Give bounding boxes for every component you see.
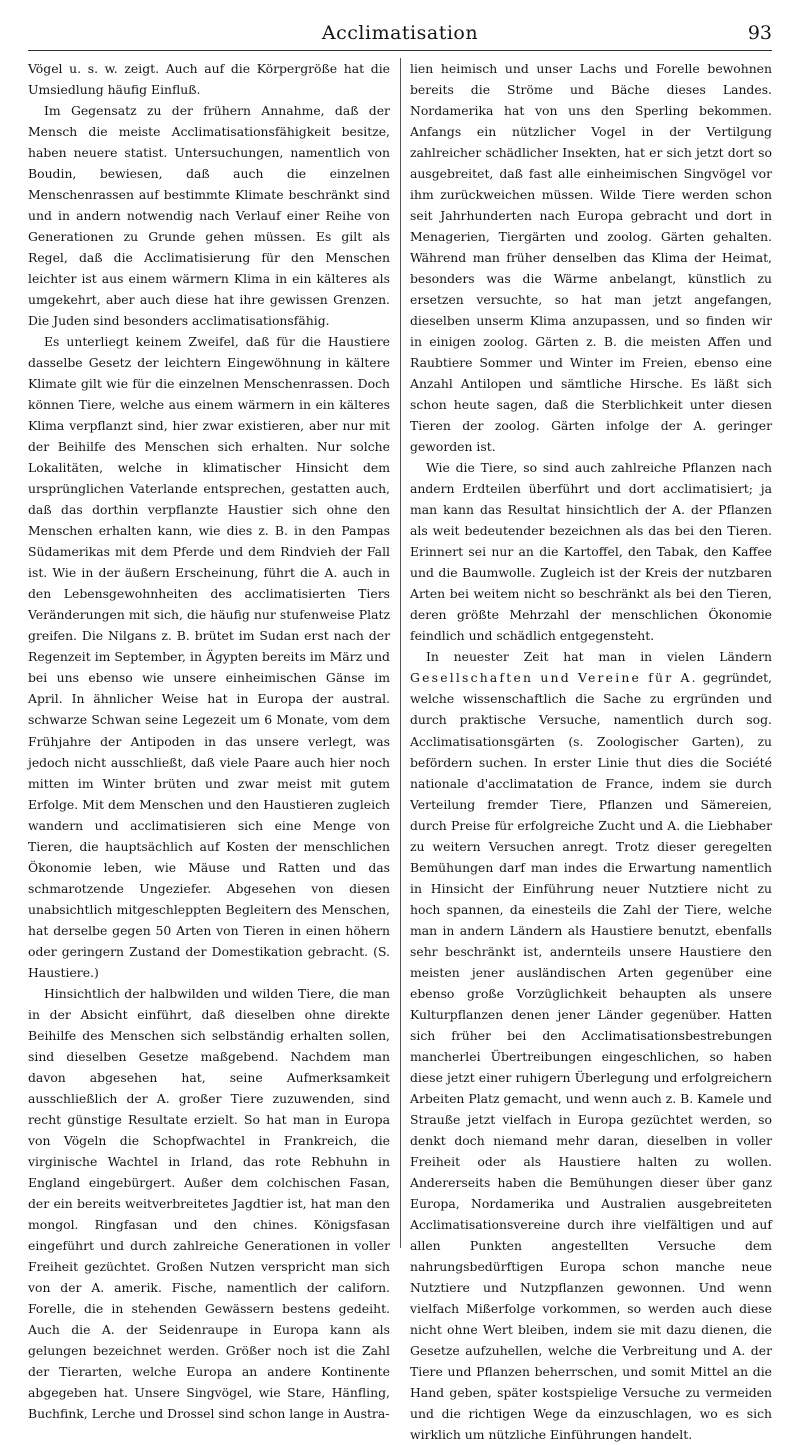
paragraph bbox=[410, 646, 772, 1445]
right-column bbox=[410, 58, 772, 1443]
dictionary-page bbox=[28, 14, 772, 1443]
paragraph: Vögel u. s. w. zeigt. Auch auf die Körpergröße hat die Umsiedlung häufig Einfluß. bbox=[28, 61, 390, 98]
paragraph: Im Gegensatz zu der frühern Annahme, daß der Mensch die meiste Acclimatisationsfähigkeit besitze, haben neuere statist. Untersuchungen, namentlich von Boudin, bewiesen, daß auch die einzelnen Menschenrassen auf bestimmte Klimate beschränkt sind und in andern notwendig nach Verlauf einer Reihe von Generationen zu Grunde gehen müssen. Es gilt als Regel, daß die Acclimatisierung für den Menschen leichter ist aus einem wärmern Klima in ein kälteres als umgekehrt, aber auch diese hat ihre gewissen Grenzen. Die Juden sind besonders acclimatisationsfähig. bbox=[28, 103, 390, 329]
paragraph: lien heimisch und unser Lachs und Forelle bewohnen bereits die Ströme und Bäche dieses Landes. Nordamerika hat von uns den Sperling bekommen. Anfangs ein nützlicher Vogel in der Vertilgung zahlreicher schädlicher Insekten, hat er sich jetzt dort so ausgebreitet, daß fast alle einheimischen Singvögel vor ihm zurückweichen müssen. Wilde Tiere werden schon seit Jahrhunderten nach Europa gebracht und dort in Menagerien, Tiergärten und zoolog. Gärten gehalten. Während man früher denselben das Klima der Heimat, besonders was die Wärme anbelangt, künstlich zu ersetzen versuchte, so hat man jetzt angefangen, dieselben unserm Klima anzupassen, und so finden wir in einigen zoolog. Gärten z. B. die meisten Affen und Raubtiere Sommer und Winter im Freien, ebenso eine Anzahl Antilopen und sämtliche Hirsche. Es läßt sich schon heute sagen, daß die Sterblichkeit unter diesen Tieren der zoolog. Gärten infolge der A. geringer geworden ist. bbox=[410, 61, 772, 455]
page-header bbox=[28, 14, 772, 51]
page-number: 93 bbox=[747, 22, 772, 44]
text-columns bbox=[28, 58, 772, 1443]
paragraph-text: In neuester Zeit hat man in vielen Ländern bbox=[426, 649, 772, 665]
paragraph: Hinsichtlich der halbwilden und wilden Tiere, die man in der Absicht einführt, daß dieselben ohne direkte Beihilfe des Menschen sich selbständig erhalten sollen, sind dieselben Gesetze maßgebend. Nachdem man davon abgesehen hat, seine Aufmerksamkeit ausschließlich der A. großer Tiere zuzuwenden, sind recht günstige Resultate erzielt. So hat man in Europa von Vögeln die Schopfwachtel in Frankreich, die virginische Wachtel in Irland, das rote Rebhuhn in England eingebürgert. Außer dem colchischen Fasan, der ein bereits weitverbreitetes Jagdtier ist, hat man den mongol. Ringfasan und den chines. Königsfasan eingeführt und durch zahlreiche Generationen in voller Freiheit gezüchtet. Großen Nutzen verspricht man sich von der A. amerik. Fische, namentlich der californ. Forelle, die in stehenden Gewässern bestens gedeiht. Auch die A. der Seidenraupe in Europa kann als gelungen bezeichnet werden. Größer noch ist die Zahl der Tierarten, welche Europa an andere Kontinente abgegeben hat. Unsere Singvögel, wie Stare, Hänfling, Buchfink, Lerche und Drossel sind schon lange in Austra- bbox=[28, 985, 390, 1421]
paragraph-text: gegründet, welche wissenschaftlich die Sache zu ergründen und durch praktische Versuche, namentlich durch sog. Acclimatisationsgärten (s. Zoologischer Garten), zu befördern suchen. In erster Linie thut dies die Société nationale d'acclimatation de France, indem sie durch Verteilung fremder Tiere, Pflanzen und Sämereien, durch Preise für erfolgreiche Zucht und A. die Liebhaber zu weitern Versuchen anregt. Trotz dieser geregelten Bemühungen darf man indes die Erwartung namentlich in Hinsicht der Einführung neuer Nutztiere nicht zu hoch spannen, da einesteils die Zahl der Tiere, welche man in andern Ländern als Haustiere benutzt, ebenfalls sehr beschränkt ist, andernteils unsere Haustiere den meisten jener ausländischen Arten gegenüber eine ebenso große Vorzüglichkeit behaupten als unsere Kulturpflanzen denen jener Länder gegenüber. Hatten sich früher bei den Acclimatisationsbestrebungen mancherlei Übertreibungen eingeschlichen, so haben diese jetzt einer ruhigern Überlegung und erfolgreichern Arbeiten Platz gemacht, und wenn auch z. B. Kamele und Strauße jetzt vielfach in Europa gezüchtet werden, so denkt doch niemand mehr daran, dieselben in voller Freiheit oder als Haustiere halten zu wollen. Andererseits haben die Bemühungen dieser über ganz Europa, Nordamerika und Australien ausgebreiteten Acclimatisationsvereine durch ihre vielfältigen und auf allen Punkten angestellten Versuche dem nahrungsbedürftigen Europa schon manche neue Nutztiere und Nutzpflanzen gewonnen. Und wenn vielfach Mißerfolge vorkommen, so werden auch diese nicht ohne Wert bleiben, indem sie mit dazu dienen, die Gesetze aufzuhellen, welche die Verbreitung und A. der Tiere und Pflanzen beherrschen, und somit Mittel an die Hand geben, später kostspielige Versuche zu vermeiden und die richtigen Wege da einzuschlagen, wo es sich wirklich um nützliche Einführungen handelt. bbox=[410, 670, 772, 1443]
running-head: Acclimatisation bbox=[321, 22, 479, 44]
column-divider bbox=[400, 58, 401, 1248]
paragraph: Es unterliegt keinem Zweifel, daß für die Haustiere dasselbe Gesetz der leichtern Eingewöhnung in kältere Klimate gilt wie für die einzelnen Menschenrassen. Doch können Tiere, welche aus einem wärmern in ein kälteres Klima verpflanzt sind, hier zwar existieren, aber nur mit der Beihilfe des Menschen sich erhalten. Nur solche Lokalitäten, welche in klimatischer Hinsicht dem ursprünglichen Vaterlande entsprechen, gestatten auch, daß das dorthin verpflanzte Haustier sich ohne den Menschen erhalten kann, wie dies z. B. in den Pampas Südamerikas mit dem Pferde und dem Rindvieh der Fall ist. Wie in der äußern Erscheinung, führt die A. auch in den Lebensgewohnheiten des acclimatisierten Tiers Veränderungen mit sich, die häufig nur stufenweise Platz greifen. Die Nilgans z. B. brütet im Sudan erst nach der Regenzeit im September, in Ägypten bereits im März und bei uns ebenso wie unsere einheimischen Gänse im April. In ähnlicher Weise hat in Europa der austral. schwarze Schwan seine Legezeit um 6 Monate, vom dem Frühjahre der Antipoden in das unsere verlegt, was jedoch nicht ausschließt, daß viele Paare auch hier noch mitten im Winter brüten und zwar meist mit gutem Erfolge. Mit dem Menschen und den Haustieren zugleich wandern und acclimatisieren sich eine Menge von Tieren, die hauptsächlich auf Kosten der menschlichen Ökonomie leben, wie Mäuse und Ratten und das schmarotzende Ungeziefer. Abgesehen von diesen unabsichtlich mitgeschleppten Begleitern des Menschen, hat derselbe gegen 50 Arten von Tieren in einen höhern oder geringern Zustand der Domestikation gebracht. (S. Haustiere.) bbox=[28, 334, 390, 980]
paragraph: Wie die Tiere, so sind auch zahlreiche Pflanzen nach andern Erdteilen überführt und dort acclimatisiert; ja man kann das Resultat hinsichtlich der A. der Pflanzen als weit bedeutender bezeichnen als das bei den Tieren. Erinnert sei nur an die Kartoffel, den Tabak, den Kaffee und die Baumwolle. Zugleich ist der Kreis der nutzbaren Arten bei weitem nicht so beschränkt als bei den Tieren, deren größte Mehrzahl der menschlichen Ökonomie feindlich und schädlich entgegensteht. bbox=[410, 460, 772, 644]
left-column bbox=[28, 58, 390, 1421]
emphasized-phrase: Gesellschaften und Vereine für A. bbox=[410, 670, 698, 686]
